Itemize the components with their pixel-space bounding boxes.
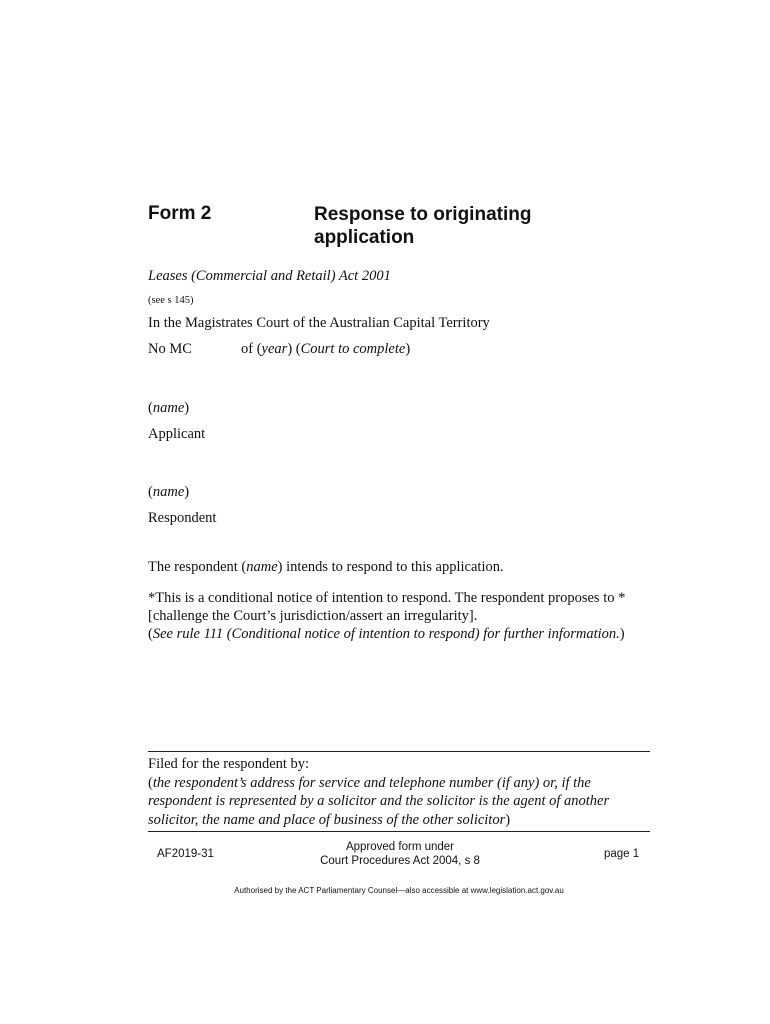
intention-after: ) intends to respond to this application.: [277, 559, 504, 575]
mid-text: ) (: [287, 341, 301, 357]
close-paren: ): [184, 400, 190, 416]
open-paren: (: [148, 484, 153, 500]
applicant-name-placeholder: [148, 400, 189, 417]
filed-for-label: Filed for the respondent by:: [148, 756, 310, 772]
name-placeholder: name: [246, 559, 278, 575]
approved-form-note: [300, 840, 500, 868]
close-paren: ): [619, 626, 625, 642]
close-text: ): [405, 341, 411, 357]
open-paren: (: [148, 626, 153, 642]
filed-top-rule: [148, 751, 650, 752]
court-line: In the Magistrates Court of the Australian Capital Territory: [148, 315, 490, 331]
respondent-label: Respondent: [148, 510, 217, 526]
open-paren: (: [148, 774, 153, 791]
section-reference: (see s 145): [148, 295, 194, 306]
year-placeholder: year: [261, 341, 288, 357]
respondent-name-placeholder: [148, 484, 189, 501]
applicant-label: Applicant: [148, 426, 206, 442]
form-title: Response to originating application: [314, 204, 532, 248]
approved-line-1: Approved form under: [345, 841, 455, 853]
name-placeholder: name: [152, 400, 185, 416]
authorised-by-line: Authorised by the ACT Parliamentary Counsel—also accessible at www.legislation.act.gov.au: [234, 886, 564, 895]
form-number: Form 2: [148, 203, 212, 224]
case-number-label: No MC: [148, 341, 192, 357]
intention-before: The respondent (: [148, 559, 247, 575]
conditional-notice-sentence: *This is a conditional notice of intention to respond. The respondent proposes to *[challenge the Court’s jurisdiction/assert an irregularity].: [148, 590, 626, 624]
page-number: page 1: [604, 848, 640, 860]
filed-bottom-rule: [148, 831, 650, 832]
close-paren: ): [505, 811, 511, 828]
see-rule-note: See rule 111 (Conditional notice of intention to respond) for further information.: [152, 626, 620, 642]
filed-for-detail: the respondent’s address for service and telephone number (if any) or, if the respondent is represented by a solicitor and the solicitor is the agent of another solicitor, the name and place of business of the other solicitor: [148, 774, 610, 828]
filed-for-block: [148, 755, 650, 829]
approved-line-2: Court Procedures Act 2004, s 8: [320, 855, 480, 867]
court-complete-note: Court to complete: [300, 341, 406, 357]
case-year-line: [241, 341, 410, 358]
of-text: of (: [241, 341, 262, 357]
act-name: Leases (Commercial and Retail) Act 2001: [148, 268, 391, 284]
conditional-notice-paragraph: [148, 589, 648, 643]
name-placeholder: name: [152, 484, 185, 500]
form-code: AF2019-31: [157, 848, 214, 860]
intention-statement: [148, 559, 504, 576]
close-paren: ): [184, 484, 190, 500]
open-paren: (: [148, 400, 153, 416]
